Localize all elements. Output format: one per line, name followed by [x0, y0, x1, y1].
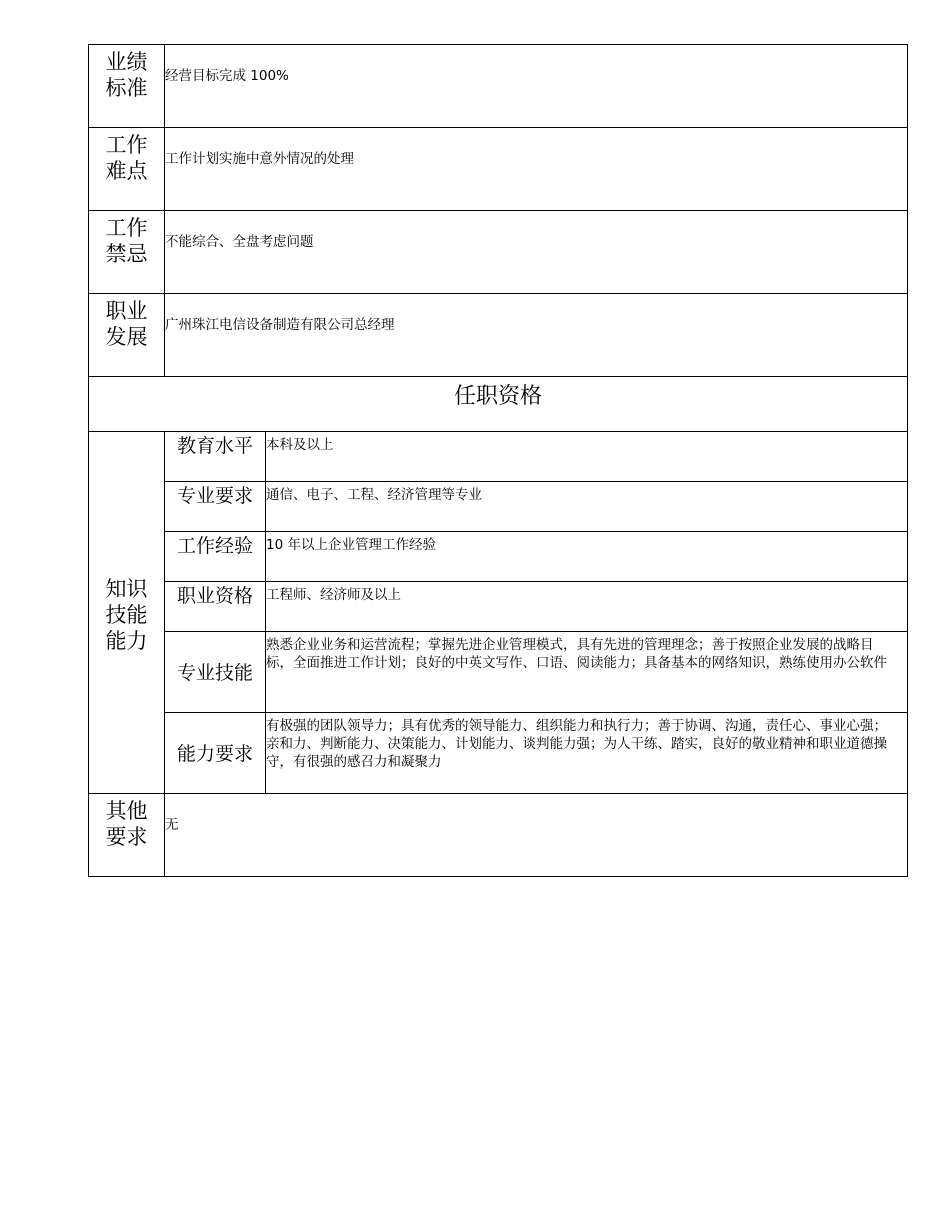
ability-requirement-content: 有极强的团队领导力；具有优秀的领导能力、组织能力和执行力；善于协调、沟通，责任心、事业心强；亲和力、判断能力、决策能力、计划能力、谈判能力强；为人干练、踏实，良好的敬业精神和职业道德操守，有很强的感召力和凝聚力: [266, 713, 908, 794]
performance-standard-label: 业绩 标准: [89, 45, 165, 128]
work-difficulty-content: 工作计划实施中意外情况的处理: [165, 128, 908, 211]
work-taboo-content: 不能综合、全盘考虑问题: [165, 211, 908, 294]
other-requirement-label: 其他 要求: [89, 794, 165, 877]
table-row: [89, 794, 908, 877]
table-row: [89, 45, 908, 128]
other-requirement-content: 无: [165, 794, 908, 877]
table-row: [89, 211, 908, 294]
education-level-content: 本科及以上: [266, 432, 908, 482]
table-row: [89, 377, 908, 432]
table-row: [89, 432, 908, 482]
education-level-label: 教育水平: [165, 432, 266, 482]
job-description-table: [88, 44, 908, 877]
professional-qualification-content: 工程师、经济师及以上: [266, 582, 908, 632]
table-row: [89, 713, 908, 794]
table-row: [89, 128, 908, 211]
table-row: [89, 582, 908, 632]
professional-skill-content: 熟悉企业业务和运营流程；掌握先进企业管理模式，具有先进的管理理念；善于按照企业发展的战略目标，全面推进工作计划；良好的中英文写作、口语、阅读能力；具备基本的网络知识，熟练使用办公软件: [266, 632, 908, 713]
major-requirement-label: 专业要求: [165, 482, 266, 532]
work-experience-label: 工作经验: [165, 532, 266, 582]
table-row: [89, 632, 908, 713]
qualification-section-title: 任职资格: [89, 377, 908, 432]
table-row: [89, 294, 908, 377]
ability-requirement-label: 能力要求: [165, 713, 266, 794]
major-requirement-content: 通信、电子、工程、经济管理等专业: [266, 482, 908, 532]
performance-standard-content: 经营目标完成 100%: [165, 45, 908, 128]
work-experience-content: 10 年以上企业管理工作经验: [266, 532, 908, 582]
career-development-label: 职业 发展: [89, 294, 165, 377]
professional-qualification-label: 职业资格: [165, 582, 266, 632]
work-taboo-label: 工作 禁忌: [89, 211, 165, 294]
work-difficulty-label: 工作 难点: [89, 128, 165, 211]
table-row: [89, 482, 908, 532]
career-development-content: 广州珠江电信设备制造有限公司总经理: [165, 294, 908, 377]
table-row: [89, 532, 908, 582]
professional-skill-label: 专业技能: [165, 632, 266, 713]
knowledge-skill-ability-label: 知识 技能 能力: [89, 432, 165, 794]
